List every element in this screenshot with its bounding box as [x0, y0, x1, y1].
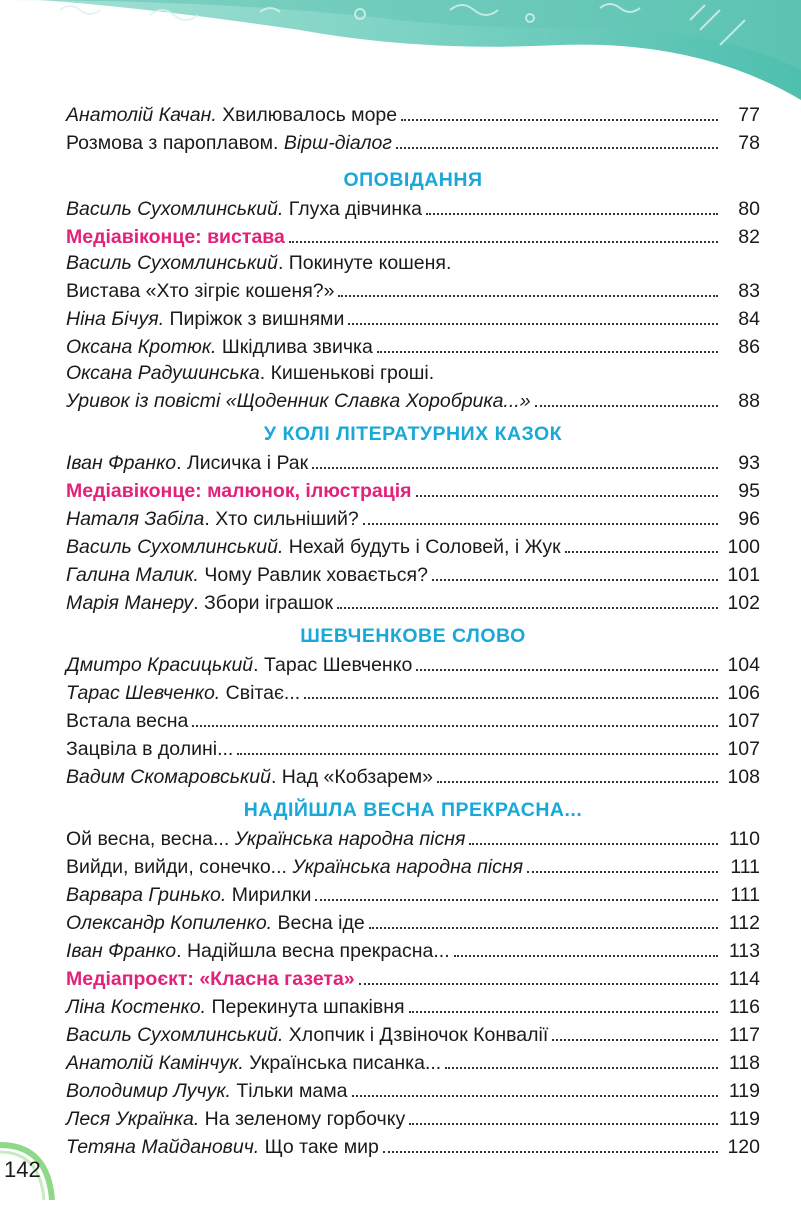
author-name: Ліна Костенко.: [66, 996, 207, 1018]
author-name: Анатолій Камінчук.: [66, 1052, 244, 1074]
work-title: . Тарас Шевченко: [253, 654, 413, 676]
entry-title: [66, 856, 523, 878]
page-ref: 83: [738, 280, 760, 302]
toc-media-entry[interactable]: [66, 220, 760, 248]
toc-entry[interactable]: [66, 648, 760, 676]
page-ref: 113: [728, 940, 760, 962]
dot-leader: [454, 933, 718, 957]
toc-entry[interactable]: [66, 732, 760, 760]
entry-title: [66, 308, 344, 330]
entry-title: [66, 132, 392, 154]
dot-leader: [416, 473, 718, 497]
author-name: Леся Українка.: [66, 1108, 200, 1130]
page-ref: 95: [738, 480, 760, 502]
section-heading: У КОЛІ ЛІТЕРАТУРНИХ КАЗОК: [263, 423, 563, 445]
toc-entry[interactable]: [66, 704, 760, 732]
toc-entry[interactable]: [66, 502, 760, 530]
dot-leader: [338, 273, 718, 297]
work-title: Зацвіла в долині...: [66, 738, 234, 760]
work-title: Перекинута шпаківня: [206, 996, 405, 1018]
page-ref: 117: [728, 1024, 760, 1046]
dot-leader: [363, 501, 718, 525]
work-title: . Хто сильніший?: [204, 508, 359, 530]
dot-leader: [426, 191, 718, 215]
author-name: Василь Сухомлинський.: [66, 1024, 284, 1046]
author-name: Вадим Скомаровський: [66, 766, 271, 788]
page-ref: 101: [727, 564, 760, 586]
work-title: Що таке мир: [259, 1136, 379, 1158]
dot-leader: [437, 759, 718, 783]
entry-title: [66, 996, 405, 1018]
toc-media-entry[interactable]: [66, 962, 760, 990]
work-title: . Кишенькові гроші.: [259, 362, 435, 384]
entry-title: [66, 1080, 348, 1102]
work-title: . Надійшла весна прекрасна...: [176, 940, 450, 962]
genre-note: Українська народна пісня: [234, 828, 466, 850]
entry-title: [66, 362, 434, 384]
work-title: Ой весна, весна...: [66, 828, 235, 850]
work-title: Хвилювалось море: [216, 104, 398, 126]
toc-entry[interactable]: [66, 878, 760, 906]
page-ref: 82: [738, 226, 760, 248]
dot-leader: [409, 989, 718, 1013]
dot-leader: [377, 329, 718, 353]
author-name: Тетяна Майданович.: [66, 1136, 260, 1158]
entry-title: [66, 1052, 441, 1074]
entry-title: [66, 104, 397, 126]
toc-entry[interactable]: [66, 1046, 760, 1074]
page-ref: 84: [738, 308, 760, 330]
page-ref: 77: [738, 104, 760, 126]
work-title: Пиріжок з вишнями: [164, 308, 345, 330]
entry-title: [66, 280, 334, 302]
toc-entry[interactable]: [66, 1130, 760, 1158]
entry-title: [66, 968, 355, 990]
entry-title: [66, 452, 308, 474]
work-title: На зеленому горбочку: [199, 1108, 406, 1130]
entry-title: [66, 1108, 405, 1130]
dot-leader: [432, 557, 718, 581]
dot-leader: [469, 821, 718, 845]
toc-entry[interactable]: [66, 822, 760, 850]
author-name: Оксана Радушинська: [66, 362, 260, 384]
entry-title: [66, 252, 451, 274]
work-title: . Покинуте кошеня.: [277, 252, 452, 274]
work-title: Розмова з пароплавом.: [66, 132, 284, 154]
entry-title: [66, 390, 531, 412]
dot-leader: [352, 1073, 719, 1097]
author-name: Варвара Гринько.: [66, 884, 227, 906]
page-ref: 108: [727, 766, 760, 788]
dot-leader: [445, 1045, 718, 1069]
author-name: Уривок із повісті «Щоденник Славка Хоробрика...»: [66, 390, 531, 412]
dot-leader: [312, 445, 718, 469]
toc-entry[interactable]: [66, 274, 760, 302]
toc-entry[interactable]: [66, 1074, 760, 1102]
page-ref: 107: [727, 710, 760, 732]
entry-title: [66, 654, 412, 676]
author-name: Наталя Забіла: [66, 508, 205, 530]
toc-entry[interactable]: [66, 192, 760, 220]
work-title: Глуха дівчинка: [283, 198, 422, 220]
work-title: Мирилки: [226, 884, 312, 906]
entry-title: [66, 766, 433, 788]
work-title: Хлопчик і Дзвіночок Конвалії: [283, 1024, 549, 1046]
page-ref: 86: [738, 336, 760, 358]
dot-leader: [304, 675, 718, 699]
author-name: Василь Сухомлинський.: [66, 536, 284, 558]
dot-leader: [396, 125, 718, 149]
dot-leader: [192, 703, 718, 727]
toc-entry[interactable]: [66, 990, 760, 1018]
author-name: Іван Франко: [66, 452, 177, 474]
page-ref: 88: [738, 390, 760, 412]
work-title: Шкідлива звичка: [216, 336, 373, 358]
work-title: Світає...: [220, 682, 301, 704]
page-ref: 96: [738, 508, 760, 530]
page-ref: 111: [730, 856, 760, 878]
entry-title: [66, 508, 359, 530]
toc-entry[interactable]: [66, 586, 760, 614]
work-title: Чому Равлик ховається?: [198, 564, 428, 586]
work-title: Весна іде: [272, 912, 365, 934]
section-heading: ШЕВЧЕНКОВЕ СЛОВО: [300, 625, 526, 647]
author-name: Василь Сухомлинський: [66, 252, 278, 274]
dot-leader: [565, 529, 718, 553]
dot-leader: [359, 961, 718, 985]
dot-leader: [289, 219, 718, 243]
page-ref: 119: [728, 1108, 760, 1130]
page-ref: 78: [738, 132, 760, 154]
author-name: Тарас Шевченко.: [66, 682, 221, 704]
entry-title: [66, 710, 188, 732]
dot-leader: [409, 1101, 718, 1125]
toc-entry[interactable]: [66, 760, 760, 788]
section-heading: НАДІЙШЛА ВЕСНА ПРЕКРАСНА...: [243, 799, 583, 821]
entry-title: [66, 828, 465, 850]
page-ref: 100: [727, 536, 760, 558]
media-label: Медіавіконце: малюнок, ілюстрація: [66, 480, 412, 502]
toc-entry[interactable]: [66, 358, 760, 384]
table-of-contents: [66, 98, 760, 1158]
entry-title: [66, 912, 365, 934]
page-ref: 106: [727, 682, 760, 704]
dot-leader: [369, 905, 718, 929]
page-ref: 111: [730, 884, 760, 906]
toc-media-entry[interactable]: [66, 474, 760, 502]
dot-leader: [348, 301, 718, 325]
author-name: Галина Малик.: [66, 564, 199, 586]
entry-title: [66, 226, 285, 248]
entry-title: [66, 1136, 379, 1158]
entry-title: [66, 940, 450, 962]
page-ref: 104: [727, 654, 760, 676]
toc-entry[interactable]: [66, 934, 760, 962]
toc-entry[interactable]: [66, 1102, 760, 1130]
author-name: Дмитро Красицький: [66, 654, 254, 676]
dot-leader: [315, 877, 718, 901]
page-ref: 116: [728, 996, 760, 1018]
entry-title: [66, 564, 428, 586]
page-ref: 119: [728, 1080, 760, 1102]
work-title: . Збори іграшок: [193, 592, 334, 614]
toc-entry[interactable]: [66, 1018, 760, 1046]
dot-leader: [237, 731, 718, 755]
toc-entry[interactable]: [66, 302, 760, 330]
work-title: . Над «Кобзарем»: [270, 766, 434, 788]
page-ref: 102: [727, 592, 760, 614]
dot-leader: [552, 1017, 718, 1041]
work-title: Тільки мама: [230, 1080, 348, 1102]
entry-title: [66, 336, 373, 358]
work-title: Українська писанка...: [243, 1052, 442, 1074]
dot-leader: [401, 97, 718, 121]
work-title: . Лисичка і Рак: [176, 452, 309, 474]
dot-leader: [383, 1129, 718, 1153]
author-name: Оксана Кротюк.: [66, 336, 217, 358]
dot-leader: [535, 383, 718, 407]
entry-title: [66, 480, 412, 502]
toc-entry[interactable]: [66, 98, 760, 126]
genre-note: Українська народна пісня: [292, 856, 524, 878]
toc-entry[interactable]: [66, 530, 760, 558]
genre-note: Вірш-діалог: [283, 132, 392, 154]
author-name: Марія Манеру: [66, 592, 194, 614]
toc-entry[interactable]: [66, 446, 760, 474]
dot-leader: [416, 647, 718, 671]
author-name: Василь Сухомлинський.: [66, 198, 284, 220]
entry-title: [66, 536, 561, 558]
work-title: Встала весна: [66, 710, 189, 732]
entry-title: [66, 198, 422, 220]
author-name: Анатолій Качан.: [66, 104, 217, 126]
dot-leader: [337, 585, 718, 609]
entry-title: [66, 682, 300, 704]
author-name: Іван Франко: [66, 940, 177, 962]
page-ref: 118: [728, 1052, 760, 1074]
entry-title: [66, 592, 333, 614]
work-title: Вийди, вийди, сонечко...: [66, 856, 293, 878]
page-ref: 112: [728, 912, 760, 934]
work-title: Вистава «Хто зігріє кошеня?»: [66, 280, 335, 302]
work-title: Нехай будуть і Соловей, і Жук: [283, 536, 561, 558]
media-label: Медіапроєкт: «Класна газета»: [66, 968, 355, 990]
toc-entry[interactable]: [66, 850, 760, 878]
entry-title: [66, 884, 311, 906]
author-name: Ніна Бічуя.: [66, 308, 165, 330]
toc-entry[interactable]: [66, 676, 760, 704]
entry-title: [66, 1024, 548, 1046]
toc-entry[interactable]: [66, 126, 760, 154]
author-name: Володимир Лучук.: [66, 1080, 231, 1102]
page-number: 142: [4, 1157, 41, 1182]
page-ref: 93: [738, 452, 760, 474]
toc-entry[interactable]: [66, 906, 760, 934]
page-ref: 114: [728, 968, 760, 990]
dot-leader: [527, 849, 718, 873]
author-name: Олександр Копиленко.: [66, 912, 273, 934]
page-number-corner: [0, 1140, 60, 1200]
toc-entry[interactable]: [66, 248, 760, 274]
toc-entry[interactable]: [66, 558, 760, 586]
entry-title: [66, 738, 233, 760]
page-ref: 120: [727, 1136, 760, 1158]
toc-entry[interactable]: [66, 384, 760, 412]
page-ref: 80: [738, 198, 760, 220]
page-ref: 107: [727, 738, 760, 760]
section-heading: ОПОВІДАННЯ: [343, 169, 483, 191]
page-ref: 110: [728, 828, 760, 850]
media-label: Медіавіконце: вистава: [66, 226, 285, 248]
toc-entry[interactable]: [66, 330, 760, 358]
